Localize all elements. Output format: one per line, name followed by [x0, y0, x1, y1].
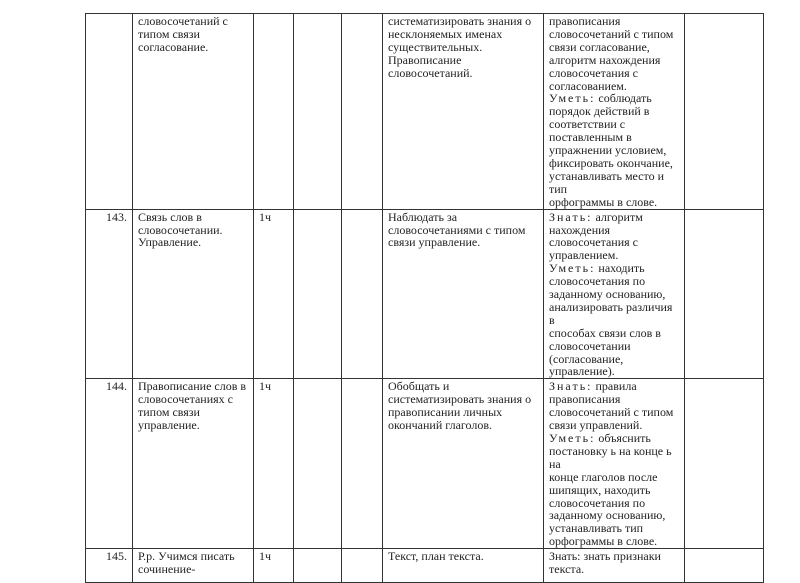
- lesson-number: 143.: [86, 209, 133, 379]
- skill-label: Уметь:: [549, 261, 596, 276]
- results: [544, 209, 685, 379]
- skill-text: объяснить постановку ь на конце ь на конце глаголов после шипящих, находить словосочетания по заданному основанию, устанавливать тип орфограммы в слове.: [549, 431, 672, 549]
- lesson-plan-table: [85, 13, 764, 583]
- lesson-number: [86, 14, 133, 210]
- date-plan: [294, 14, 342, 210]
- date-fact: [342, 14, 383, 210]
- notes: [685, 14, 764, 210]
- skill-label: Уметь:: [549, 91, 596, 106]
- skill-label: Уметь:: [549, 431, 596, 445]
- results: [544, 14, 685, 210]
- activity: систематизировать знания о несклоняемых именах существительных. Правописание словосочетаний.: [383, 14, 544, 210]
- know-label: Знать:: [549, 379, 593, 394]
- notes: [685, 209, 764, 379]
- know-text: алгоритм нахождения словосочетания с управлением.: [549, 209, 643, 263]
- date-fact: [342, 209, 383, 379]
- lesson-hours: 1ч: [254, 549, 294, 583]
- activity: Наблюдать за словосочетаниями с типом связи управление.: [383, 209, 544, 379]
- know-label: Знать:: [549, 549, 581, 564]
- know-text: правила правописания словосочетаний с типом связи управлений.: [549, 379, 674, 433]
- activity: Текст, план текста.: [383, 549, 544, 583]
- table-row: [86, 14, 764, 210]
- know-label: Знать:: [549, 209, 593, 224]
- lesson-topic: Правописание слов в словосочетаниях с типом связи управление.: [133, 379, 254, 549]
- lesson-topic: Р.р. Учимся писать сочинение-: [133, 549, 254, 583]
- table-row: [86, 209, 764, 379]
- lesson-hours: 1ч: [254, 379, 294, 549]
- lesson-number: 145.: [86, 549, 133, 583]
- skill-text: соблюдать порядок действий в соответствии с поставленным в упражнении условием, фиксировать окончание, устанавливать место и тип орфограммы в слове.: [549, 91, 673, 209]
- lesson-hours: [254, 14, 294, 210]
- skill-text: находить словосочетания по заданному основанию, анализировать различия в способах связи слов в словосочетании (согласование, управление).: [549, 261, 673, 379]
- table-row: [86, 379, 764, 549]
- date-fact: [342, 379, 383, 549]
- activity: Обобщать и систематизировать знания о правописании личных окончаний глаголов.: [383, 379, 544, 549]
- lesson-topic: словосочетаний с типом связи согласование.: [133, 14, 254, 210]
- lesson-number: 144.: [86, 379, 133, 549]
- date-plan: [294, 379, 342, 549]
- lesson-hours: 1ч: [254, 209, 294, 379]
- lesson-topic: Связь слов в словосочетании. Управление.: [133, 209, 254, 379]
- results-text: правописания словосочетаний с типом связи согласование, алгоритм нахождения словосочетания с согласованием.: [549, 14, 674, 93]
- results: [544, 379, 685, 549]
- notes: [685, 379, 764, 549]
- know-text: знать признаки текста.: [549, 549, 661, 577]
- date-plan: [294, 209, 342, 379]
